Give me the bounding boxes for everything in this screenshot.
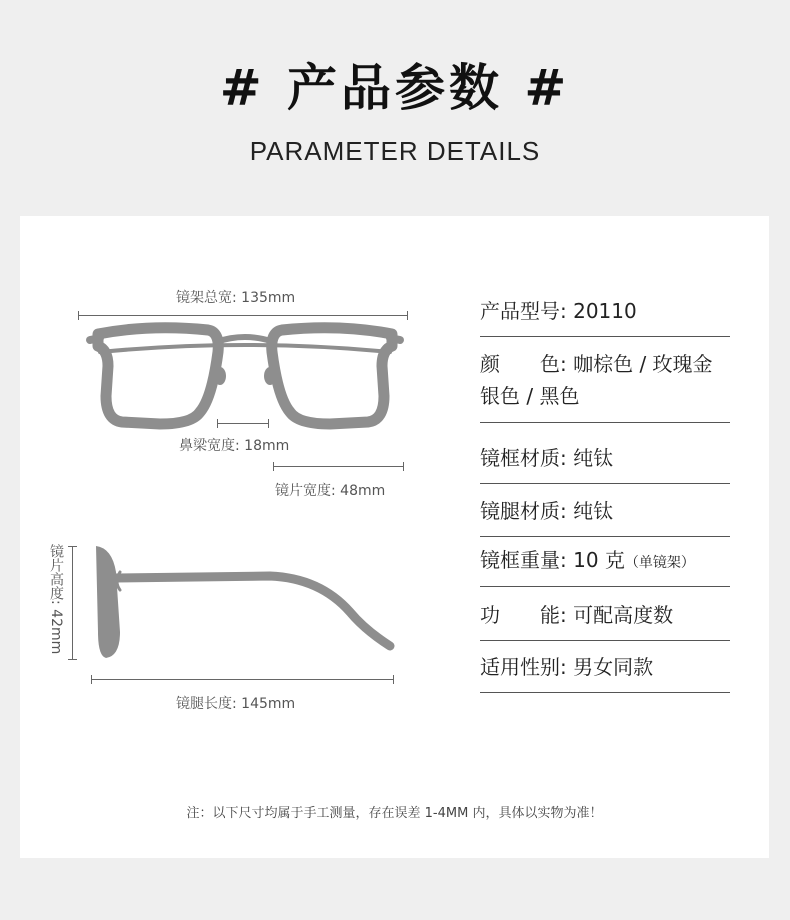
spec-row-model (480, 295, 730, 327)
glasses-side-illustration (90, 542, 400, 662)
spec-value-frame-material: : 纯钛 (560, 446, 614, 470)
glasses-front-illustration (80, 316, 410, 436)
spec-key-temple-material: 镜腿材质 (480, 499, 560, 523)
spec-value-weight: : 10 克 (560, 548, 625, 572)
spec-row-gender (480, 651, 730, 683)
divider (480, 692, 730, 693)
spec-value-color: : 咖棕色 / 玫瑰金 (560, 352, 713, 376)
divider (480, 336, 730, 337)
spec-key-frame-material: 镜框材质 (480, 446, 560, 470)
lens-height-label: 镜片高度: 42mm (48, 544, 64, 655)
spec-key-color: 颜 色 (480, 352, 560, 376)
spec-weight-note: （单镜架） (624, 555, 695, 571)
measurement-note: 注：以下尺寸均属于手工测量，存在误差 1-4MM 内，具体以实物为准！ (186, 806, 603, 821)
total-width-label: 镜架总宽: 135mm (176, 290, 296, 306)
lens-height-line (72, 546, 73, 660)
spec-value-gender: : 男女同款 (560, 655, 654, 679)
temple-length-line (91, 679, 394, 680)
spec-value-function: : 可配高度数 (560, 603, 674, 627)
divider (480, 586, 730, 587)
page-subtitle: PARAMETER DETAILS (249, 136, 541, 166)
spec-row-function (480, 599, 730, 631)
bridge-width-label: 鼻梁宽度: 18mm (179, 438, 290, 454)
page-title: # 产品参数 # (219, 59, 571, 117)
lens-width-line (273, 466, 404, 467)
spec-value-color-line2: 银色 / 黑色 (480, 384, 580, 408)
bridge-width-line (217, 423, 269, 424)
divider (480, 483, 730, 484)
spec-row-weight (480, 544, 730, 579)
lens-width-label: 镜片宽度: 48mm (275, 483, 386, 499)
temple-length-label: 镜腿长度: 145mm (176, 696, 296, 712)
spec-row-color (480, 348, 730, 412)
spec-key-model: 产品型号 (480, 299, 560, 323)
spec-key-gender: 适用性别 (480, 655, 560, 679)
spec-value-temple-material: : 纯钛 (560, 499, 614, 523)
spec-key-weight: 镜框重量 (480, 548, 560, 572)
parameter-card (20, 216, 769, 858)
spec-key-function: 功 能 (480, 603, 560, 627)
divider (480, 640, 730, 641)
spec-row-temple-material (480, 495, 730, 527)
divider (480, 422, 730, 423)
spec-value-model: : 20110 (560, 299, 637, 323)
divider (480, 536, 730, 537)
spec-row-frame-material (480, 442, 730, 474)
